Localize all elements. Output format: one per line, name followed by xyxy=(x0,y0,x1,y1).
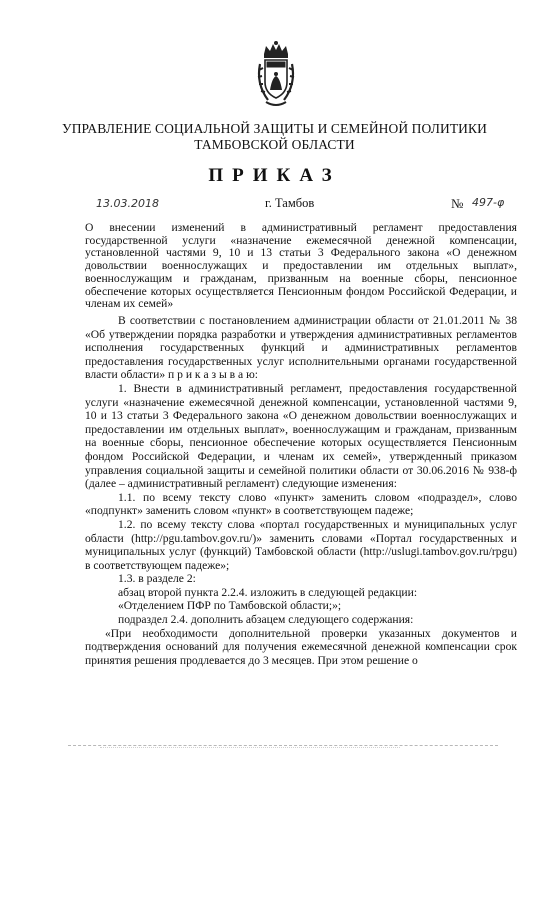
body-paragraph-subsection: подраздел 2.4. дополнить абзацем следующего содержания: xyxy=(118,613,414,627)
body-paragraph-item-1: 1. Внести в административный регламент, предоставления государственной услуги «назначение ежемесячной денежной компенсации, установленной частями 9, 10 и 13 статьи 3 Федерального закона «О денежном довольствии военнослужащих и предоставлении им отдельных выплат», военнослужащим и гражданам, призванным на военные сборы, пенсионное обеспечение которых осуществляется Пенсионным фондом Российской Федерации, и членам их семей», утвержденный приказом управления социальной защиты и семейной политики области от 30.06.2016 № 938-ф (далее – административный регламент) следующие изменения: xyxy=(85,381,517,491)
document-subject: О внесении изменений в административный регламент предоставления государственной услуги «назначение ежемесячной денежной компенсации, установленной частями 9, 10 и 13 статьи 3 Федерального закона «О денежном довольствии военнослужащих и предоставлении им отдельных выплат», военнослужащим и гражданам, призванным на военные сборы, пенсионное обеспечение которых осуществляется Пенсионным фондом Российской Федерации, и членам их семей» xyxy=(85,221,517,311)
document-date: 13.03.2018 xyxy=(96,197,159,210)
body-paragraph-quote: «Отделением ПФР по Тамбовской области;»; xyxy=(118,599,342,613)
body-paragraph-item-1-1: 1.1. по всему тексту слово «пункт» заменить словом «подраздел», слово «подпункт» заменить словом «пункт» в соответствующем падеже; xyxy=(85,490,517,518)
document-title: ПРИКАЗ xyxy=(208,165,341,186)
scan-artifact-line xyxy=(68,745,498,746)
body-paragraph-basis: В соответствии с постановлением администрации области от 21.01.2011 № 38 «Об утверждении порядка разработки и утверждения административных регламентов исполнения государственных функций и административных регламентов предоставления государственных услуг исполнительными органами государственной власти области» п р и к а з ы в а ю: xyxy=(85,314,517,382)
document-body xyxy=(85,314,517,667)
scan-artifact-line xyxy=(100,747,400,748)
coat-of-arms-emblem xyxy=(254,40,298,110)
body-paragraph-item-1-3: 1.3. в разделе 2: xyxy=(118,572,196,586)
body-paragraph-abzac: абзац второй пункта 2.2.4. изложить в следующей редакции: xyxy=(118,585,418,599)
number-sign: № xyxy=(451,196,464,211)
organization-name-line1: УПРАВЛЕНИЕ СОЦИАЛЬНОЙ ЗАЩИТЫ И СЕМЕЙНОЙ ПОЛИТИКИ xyxy=(62,121,487,136)
document-number: 497-φ xyxy=(472,196,505,209)
body-paragraph-addition: «При необходимости дополнительной проверки указанных документов и подтверждения оснований для получения ежемесячной денежной компенсации срок принятия решения продлевается до 3 месяцев. При этом решение о xyxy=(85,626,517,667)
organization-name-line2: ТАМБОВСКОЙ ОБЛАСТИ xyxy=(194,137,355,152)
body-paragraph-item-1-2: 1.2. по всему тексту слова «портал государственных и муниципальных услуг области (http://pgu.tambov.gov.ru/)» заменить словами «Портал государственных и муниципальных услуг (функций) Тамбовской области (http://uslugi.tambov.gov.ru/rpgu) в соответствующем падеже»; xyxy=(85,517,517,572)
document-city: г. Тамбов xyxy=(265,196,315,210)
